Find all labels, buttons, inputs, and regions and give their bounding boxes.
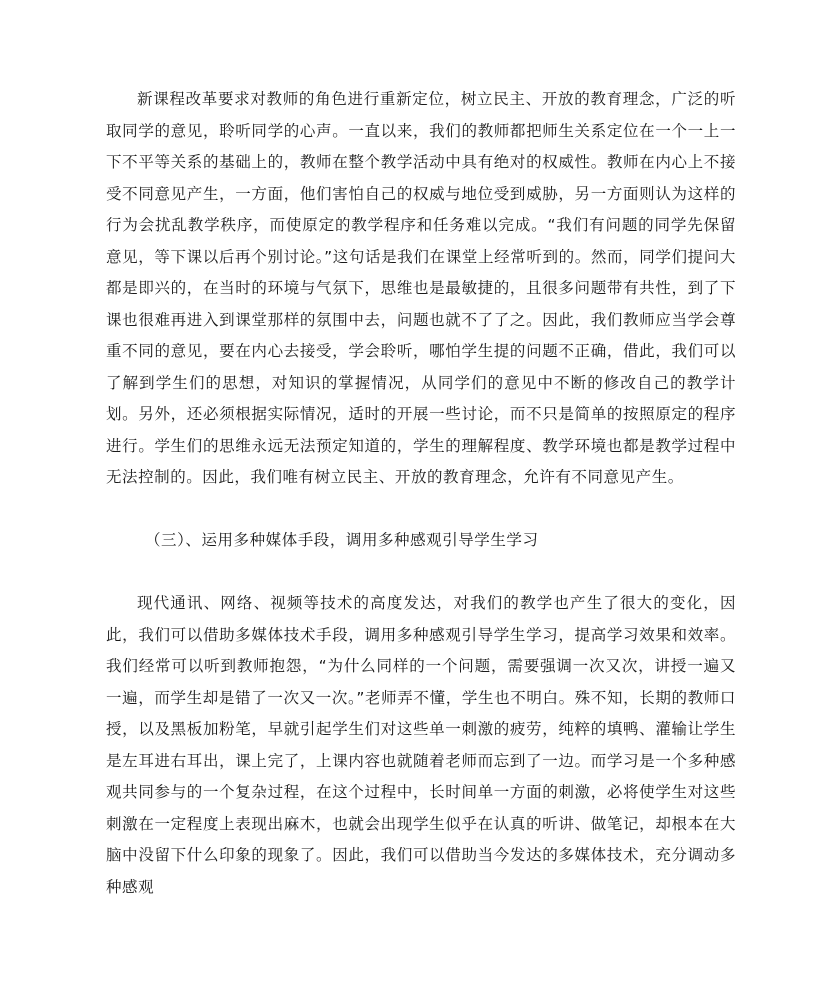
- body-paragraph: 现代通讯、网络、视频等技术的高度发达，对我们的教学也产生了很大的变化，因此，我们可以借助多媒体技术手段，调用多种感观引导学生学习，提高学习效果和效率。我们经常可以听到教师抱怨，“为什么同样的一个问题，需要强调一次又次，讲授一遍又一遍，而学生却是错了一次又一次。”老师弄不懂，学生也不明白。殊不知，长期的教师口授，以及黑板加粉笔，早就引起学生们对这些单一刺激的疲劳，纯粹的填鸭、灌输让学生是左耳进右耳出，课上完了，上课内容也就随着老师而忘到了一边。而学习是一个多种感观共同参与的一个复杂过程，在这个过程中，长时间单一方面的刺激，必将使学生对这些刺激在一定程度上表现出麻木，也就会出现学生似乎在认真的听讲、做笔记，却根本在大脑中没留下什么印象的现象了。因此，我们可以借助当今发达的多媒体技术，充分调动多种感观: [106, 594, 736, 896]
- section-heading: （三）、运用多种媒体手段，调用多种感观引导学生学习: [145, 530, 539, 549]
- body-paragraph: 新课程改革要求对教师的角色进行重新定位，树立民主、开放的教育理念，广泛的听取同学的意见，聆听同学的心声。一直以来，我们的教师都把师生关系定位在一个一上一下不平等关系的基础上的，教师在整个教学活动中具有绝对的权威性。教师在内心上不接受不同意见产生，一方面，他们害怕自己的权威与地位受到威胁，另一方面则认为这样的行为会扰乱教学秩序，而使原定的教学程序和任务难以完成。“我们有问题的同学先保留意见，等下课以后再个别讨论。”这句话是我们在课堂上经常听到的。然而，同学们提问大都是即兴的，在当时的环境与气氛下，思维也是最敏捷的，且很多问题带有共性，到了下课也很难再进入到课堂那样的氛围中去，问题也就不了了之。因此，我们教师应当学会尊重不同的意见，要在内心去接受，学会聆听，哪怕学生提的问题不正确，借此，我们可以了解到学生们的思想，对知识的掌握情况，从同学们的意见中不断的修改自己的教学计划。另外，还必须根据实际情况，适时的开展一些讨论，而不只是简单的按照原定的程序进行。学生们的思维永远无法预定知道的，学生的理解程度、教学环境也都是教学过程中无法控制的。因此，我们唯有树立民主、开放的教育理念，允许有不同意见产生。: [106, 90, 736, 486]
